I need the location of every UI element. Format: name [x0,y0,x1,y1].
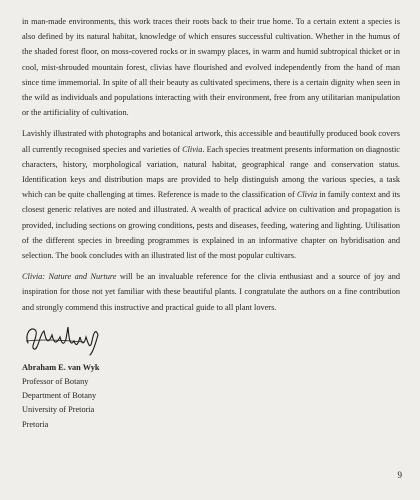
page-body [22,14,400,432]
paragraph-2-text-a: Lavishly illustrated with photographs and botanical artwork, this accessible and beautifully produced book covers all currently recognised species and varieties of [22,129,400,154]
paragraph-2-text-b: . Each species treatment presents information on diagnostic characters, history, morphological variation, natural habitat, geographical range and conservation status. Identification keys and distribution maps are provided to help distinguish among the various species, a task which can be quite challenging at times. Reference is made to the classification of [22,144,400,200]
page-number: 9 [397,470,402,480]
signature-block [22,361,400,432]
author-university: University of Pretoria [22,405,95,415]
handwritten-signature [22,321,112,357]
author-city: Pretoria [22,419,49,429]
paragraph-3-text: will be an invaluable reference for the clivia enthusiast and a source of joy and inspiration for those not yet familiar with these beautiful plants. I congratulate the authors on a fine contribution and strongly commend this instructive and practical guide to all plant lovers. [22,272,400,312]
paragraph-3 [22,269,400,315]
genus-name-italic: Clivia [182,144,203,154]
paragraph-2-text-c: in family context and its closest generic relatives are noted and illustrated. A wealth of practical advice on cultivation and propagation is provided, including sections on growing conditions, pests and diseases, feeding, watering and lighting. Utilisation of the different species in breeding programmes is explained in an informative chapter on hybridisation and selection. The book concludes with an illustrated list of the most popular cultivars. [22,190,400,261]
author-department: Department of Botany [22,391,97,401]
paragraph-2 [22,126,400,263]
author-title: Professor of Botany [22,377,89,387]
author-name: Abraham E. van Wyk [22,362,100,372]
book-title-italic: Clivia: Nature and Nurture [22,272,117,282]
paragraph-1-text: in man-made environments, this work traces their roots back to their true home. To a certain extent a species is also defined by its natural habitat, knowledge of which ensures successful cultivation. Whether in the humus of the shaded forest floor, on moss-covered rocks or in swampy places, in warm and humid subtropical thicket or in cool, mist-shrouded mountain forest, clivias have flourished and evolved independently from the hand of man since time immemorial. In spite of all their beauty as cultivated specimens, there is a certain dignity when seen in the wild as individuals and populations interacting with their environment, free from any utilitarian manipulation or the artificiality of cultivation. [22,17,400,118]
paragraph-1 [22,14,400,120]
genus-name-italic: Clivia [296,190,318,200]
